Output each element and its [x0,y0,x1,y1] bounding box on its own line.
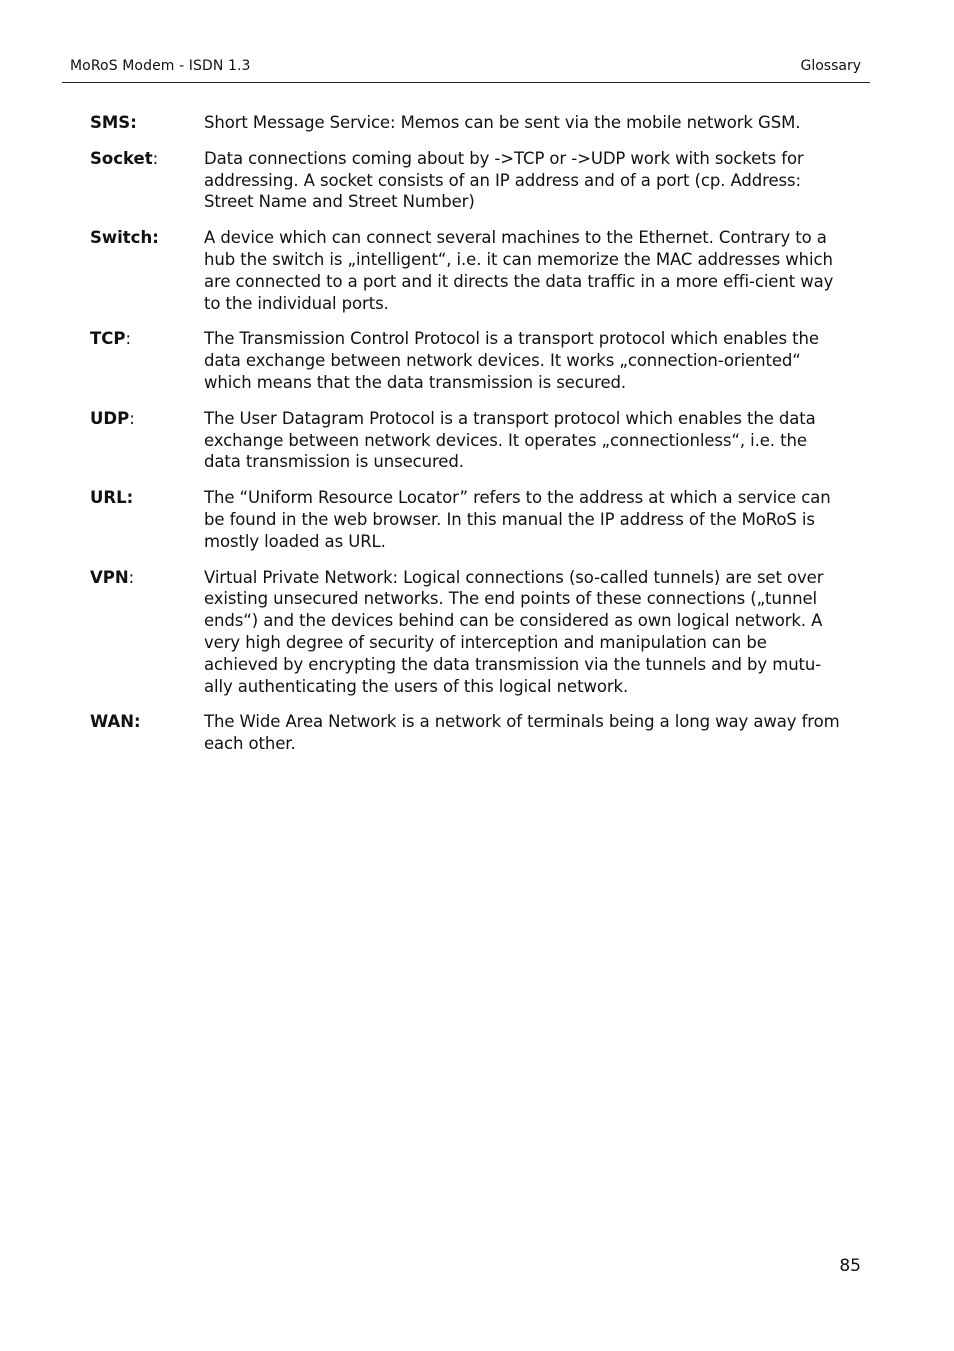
document-title: MoRoS Modem - ISDN 1.3 [70,58,251,74]
glossary-definition: The User Datagram Protocol is a transport protocol which enables the data exchange between network devices. It operates „connectionless“, i.e. the data transmission is unsecured. [204,408,816,472]
glossary-entry-sms [90,112,850,134]
glossary-definition: The “Uniform Resource Locator” refers to the address at which a service can be found in the web browser. In this manual the IP address of the MoRoS is mostly loaded as URL. [204,488,831,551]
glossary-term: URL: [90,488,134,508]
glossary-entry-url [90,487,850,552]
glossary-entry-socket [90,148,850,213]
glossary-term: UDP: [90,408,135,428]
glossary-entry-switch [90,227,850,314]
glossary-definition: The Transmission Control Protocol is a transport protocol which enables the data exchange between network devices. It works „connection-oriented“ which means that the data transmission is secured. [204,329,819,392]
glossary-term: WAN: [90,712,141,732]
glossary-entry-tcp [90,328,850,393]
glossary-entry-udp [90,408,850,473]
glossary-list [90,112,850,769]
glossary-definition: A device which can connect several machines to the Ethernet. Contrary to a hub the switch is „intelligent“, i.e. it can memorize the MAC addresses which are connected to a port and it directs the data traffic in a more effi-cient way to the individual ports. [204,228,834,313]
glossary-definition: Virtual Private Network: Logical connections (so-called tunnels) are set over existing unsecured networks. The end points of these connections („tunnel ends“) and the devices behind can be considered as own logical network. A very high degree of security of interception and manipulation can be achieved by encrypting the data transmission via the tunnels and by mutu-ally authenticating the users of this logical network. [204,567,824,696]
page-header [62,56,870,83]
glossary-term: SMS: [90,113,137,132]
glossary-definition: Data connections coming about by ->TCP or ->UDP work with sockets for addressing. A socket consists of an IP address and of a port (cp. Address: Street Name and Street Number) [204,148,804,212]
section-title: Glossary [800,58,861,74]
glossary-entry-wan [90,711,850,755]
glossary-entry-vpn [90,567,850,698]
glossary-term: TCP: [90,329,132,349]
glossary-definition: The Wide Area Network is a network of terminals being a long way away from each other. [204,712,840,754]
glossary-term: VPN: [90,567,135,587]
glossary-term: Socket: [90,148,159,168]
page-number: 85 [839,1256,861,1276]
glossary-term: Switch: [90,228,159,248]
glossary-definition: Short Message Service: Memos can be sent via the mobile network GSM. [204,113,801,132]
